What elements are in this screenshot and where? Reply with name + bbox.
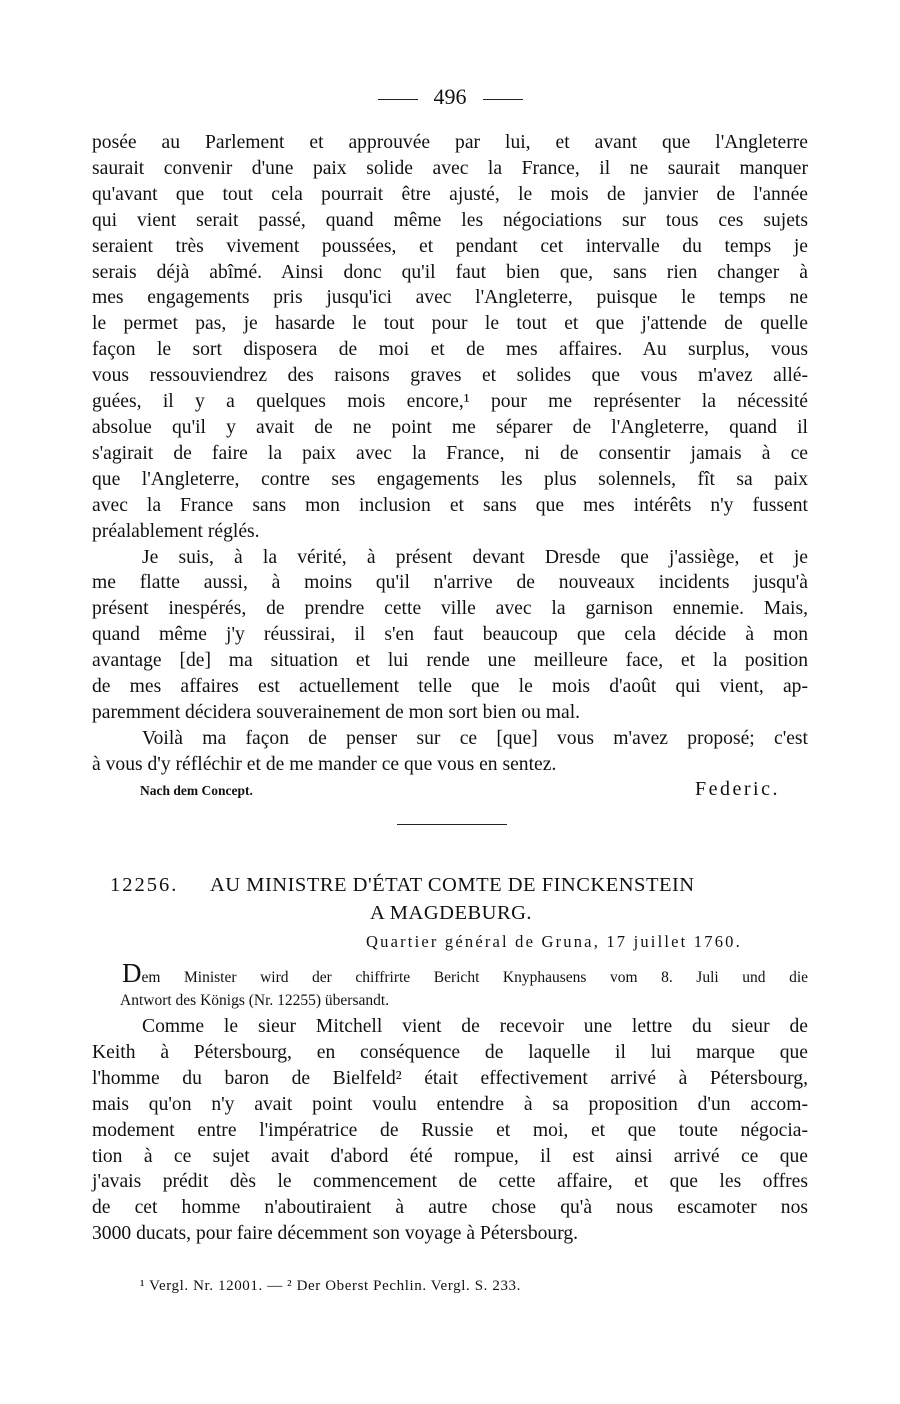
text-line: que l'Angleterre, contre ses engagements les plus solennels, fît sa paix xyxy=(92,468,808,490)
paragraph-1 xyxy=(92,130,808,545)
text-line: tion à ce sujet avait d'abord été rompue, il est ainsi arrivé ce que xyxy=(92,1145,808,1167)
text-line: l'homme du baron de Bielfeld² était effectivement arrivé à Pétersbourg, xyxy=(92,1067,808,1089)
text-line: seraient très vivement poussées, et pendant cet intervalle du temps je xyxy=(92,235,808,257)
text-line: de cet homme n'aboutiraient à autre chose qu'à nous escamoter nos xyxy=(92,1197,808,1219)
summary-line xyxy=(122,958,808,989)
text-line: saurait convenir d'une paix solide avec la France, il ne saurait manquer xyxy=(92,157,808,179)
footnotes: ¹ Vergl. Nr. 12001. — ² Der Oberst Pechlin. Vergl. S. 233. xyxy=(140,1278,522,1294)
text-line: posée au Parlement et approuvée par lui, et avant que l'Angleterre xyxy=(92,132,808,153)
text-line: Je suis, à la vérité, à présent devant Dresde que j'assiège, et je xyxy=(142,546,808,568)
text-line: de mes affaires est actuellement telle que le mois d'août qui vient, ap- xyxy=(92,676,808,698)
text-line: 3000 ducats, pour faire décemment son voyage à Pétersbourg. xyxy=(92,1223,579,1245)
letter-body xyxy=(92,130,808,778)
page-number: 496 xyxy=(433,84,467,109)
text-line: s'agirait de faire la paix avec la France, ni de consentir jamais à ce xyxy=(92,442,808,464)
text-line: vous ressouviendrez des raisons graves et solides que vous m'avez allé- xyxy=(92,365,808,387)
heading-location: A MAGDEBURG. xyxy=(370,902,533,924)
text-line: quand même j'y réussirai, il s'en faut beaucoup que cela décide à mon xyxy=(92,624,808,646)
signature-row xyxy=(140,778,780,801)
paragraph-3 xyxy=(92,1014,808,1247)
text-line: le permet pas, je hasarde le tout pour le tout et que j'attende de quelle xyxy=(92,313,808,335)
paragraph-2 xyxy=(92,545,808,726)
document-heading xyxy=(110,872,800,924)
text-line: avec la France sans mon inclusion et sans que mes intérêts n'y fussent xyxy=(92,494,808,516)
header-dash-left xyxy=(378,99,418,100)
text-line: mes engagements pris jusqu'ici avec l'Angleterre, puisque le temps ne xyxy=(92,287,808,309)
text-line: préalablement réglés. xyxy=(92,520,260,542)
signature: Federic. xyxy=(695,778,780,800)
text-line: Voilà ma façon de penser sur ce [que] vous m'avez proposé; c'est xyxy=(142,727,808,749)
header-dash-right xyxy=(483,99,523,100)
text-line: qu'avant que tout cela pourrait être ajusté, le mois de janvier de l'année xyxy=(92,183,808,205)
text-line: Keith à Pétersbourg, en conséquence de laquelle il lui marque que xyxy=(92,1041,808,1063)
source-note: Nach dem Concept. xyxy=(140,783,253,798)
text-line: présent inespérés, de prendre cette ville avec la garnison ennemie. Mais, xyxy=(92,598,808,620)
document-number: 12256. xyxy=(110,874,179,896)
heading-title: AU MINISTRE D'ÉTAT COMTE DE FINCKENSTEIN xyxy=(210,874,695,896)
text-line: paremment décidera souverainement de mon sort bien ou mal. xyxy=(92,701,581,723)
text-line: avantage [de] ma situation et lui rende une meilleure face, et la position xyxy=(92,650,808,672)
text-line: façon le sort disposera de moi et de mes affaires. Au surplus, vous xyxy=(92,339,808,361)
dateline: Quartier général de Gruna, 17 juillet 1760. xyxy=(366,932,742,951)
text-line: me flatte aussi, à moins qu'il n'arrive de nouveaux incidents jusqu'à xyxy=(92,572,808,594)
text-line: qui vient serait passé, quand même les négociations sur tous ces sujets xyxy=(92,209,808,231)
summary-line: Antwort des Königs (Nr. 12255) übersandt. xyxy=(120,992,390,1009)
text-line: Comme le sieur Mitchell vient de recevoir une lettre du sieur de xyxy=(142,1016,808,1037)
text-line: modement entre l'impératrice de Russie et moi, et que toute négocia- xyxy=(92,1119,808,1141)
text-line: j'avais prédit dès le commencement de cette affaire, et que les offres xyxy=(92,1171,808,1193)
drop-initial: D xyxy=(122,958,142,988)
section-divider xyxy=(397,824,507,825)
text-line: absolue qu'il y avait de ne point me séparer de l'Angleterre, quand il xyxy=(92,416,808,438)
text-line: guées, il y a quelques mois encore,¹ pour me représenter la nécessité xyxy=(92,391,808,413)
editorial-summary xyxy=(120,958,808,1012)
text-line: à vous d'y réfléchir et de me mander ce que vous en sentez. xyxy=(92,753,557,775)
page-header xyxy=(0,84,900,110)
letter-body-2 xyxy=(92,1014,808,1247)
summary-text: em Minister wird der chiffrirte Bericht Knyphausens vom 8. Juli und die xyxy=(141,969,808,986)
paragraph-2b xyxy=(92,726,808,778)
text-line: mais qu'on n'y avait point voulu entendre à sa proposition d'un accom- xyxy=(92,1093,808,1115)
text-line: serais déjà abîmé. Ainsi donc qu'il faut bien que, sans rien changer à xyxy=(92,261,808,283)
